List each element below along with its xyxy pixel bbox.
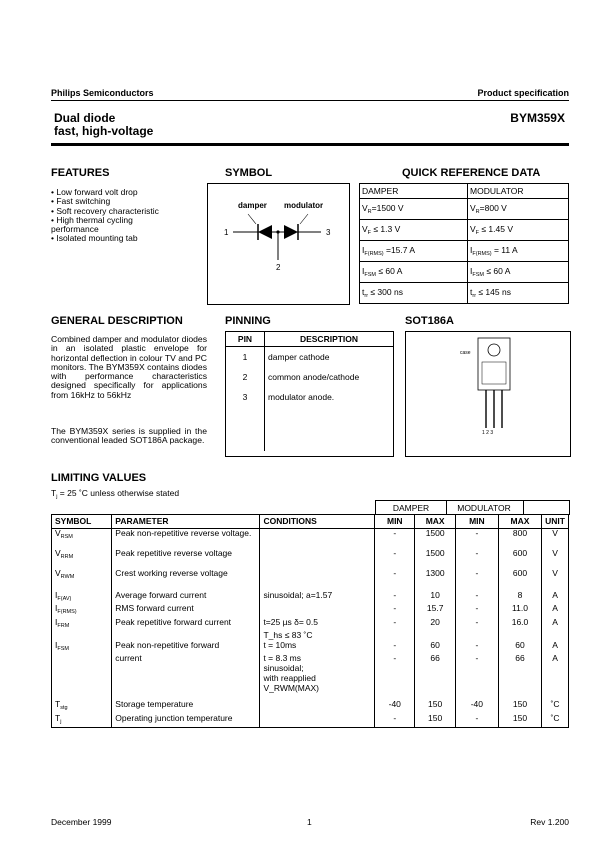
unit-cell: A — [552, 653, 558, 663]
qrd-cell: $V_F \le 1.3$ V — [360, 220, 468, 241]
damper-max-cell — [415, 674, 456, 684]
pin2-label: 2 — [276, 263, 281, 272]
symbol-cell: $V_{RWM}$ — [52, 569, 112, 591]
parameter-cell — [112, 664, 260, 674]
modulator-max-cell: 8 — [498, 591, 541, 605]
modulator-min-cell: - — [455, 654, 498, 664]
damper-min-cell: - — [375, 591, 415, 605]
unit-cell: V — [552, 528, 558, 538]
feature-item: • Fast switching — [51, 196, 111, 207]
parameter-cell: Crest working reverse voltage — [112, 569, 260, 591]
parameter-cell: RMS forward current — [112, 604, 260, 618]
col-conditions: CONDITIONS — [260, 515, 375, 529]
table-row — [52, 714, 569, 728]
modulator-min-cell — [455, 664, 498, 674]
damper-max-cell: 10 — [415, 591, 456, 605]
damper-max-cell: 1300 — [415, 569, 456, 591]
footer-date: December 1999 — [51, 817, 112, 827]
pin3-label: 3 — [326, 228, 331, 237]
doc-title-line1: Dual diode — [54, 111, 116, 125]
modulator-max-cell: 11.0 — [498, 604, 541, 618]
limiting-values-table — [51, 514, 569, 728]
conditions-cell — [260, 529, 375, 549]
qrd-col-modulator: MODULATOR — [468, 184, 569, 199]
pinning-heading: PINNING — [225, 315, 271, 327]
unit-cell: A — [552, 603, 558, 613]
conditions-cell — [260, 700, 375, 714]
table-row — [52, 604, 569, 618]
symbol-cell — [52, 664, 112, 674]
modulator-max-cell: 600 — [498, 569, 541, 591]
conditions-cell: with reapplied — [260, 674, 375, 684]
package-heading: SOT186A — [405, 315, 454, 327]
group-modulator: MODULATOR — [445, 500, 524, 515]
pinning-box — [225, 331, 394, 457]
modulator-diode-icon — [284, 225, 298, 239]
case-label: case — [460, 350, 471, 356]
conditions-cell — [260, 604, 375, 618]
table-row — [52, 591, 569, 605]
feature-item: • Isolated mounting tab — [51, 233, 138, 244]
damper-max-cell: 150 — [415, 714, 456, 728]
doc-type: Product specification — [477, 88, 569, 98]
modulator-min-cell: - — [455, 604, 498, 618]
qrd-cell: $t_{rr} \le 145$ ns — [468, 283, 569, 304]
damper-min-cell: - — [375, 618, 415, 632]
footer-revision: Rev 1.200 — [530, 817, 569, 827]
damper-min-cell — [375, 664, 415, 674]
unit-cell: A — [552, 589, 558, 600]
table-row — [52, 569, 569, 591]
damper-min-cell: - — [375, 714, 415, 728]
conditions-cell — [260, 714, 375, 728]
conditions-cell: sinusoidal; — [260, 664, 375, 674]
col-damper-max: MAX — [415, 515, 456, 529]
parameter-cell: Peak non-repetitive forward — [112, 641, 260, 655]
symbol-cell — [52, 684, 112, 700]
symbol-cell: $V_{RSM}$ — [52, 529, 112, 549]
pin1-label: 1 — [224, 228, 229, 237]
symbol-cell: $I_{F(RMS)}$ — [52, 604, 112, 618]
modulator-max-cell: 150 — [498, 700, 541, 714]
limiting-values-heading: LIMITING VALUES — [51, 472, 147, 484]
pin-description: modulator anode. — [268, 392, 335, 402]
modulator-max-cell: 800 — [498, 529, 541, 549]
col-modulator-min: MIN — [455, 515, 498, 529]
modulator-min-cell: - — [455, 714, 498, 728]
damper-min-cell: - — [375, 529, 415, 549]
unit-cell: V — [552, 567, 558, 578]
symbol-cell: $T_{stg}$ — [52, 700, 112, 714]
qrd-cell: $I_{F(RMS)} =15.7$ A — [360, 241, 468, 262]
symbol-heading: SYMBOL — [225, 167, 273, 179]
unit-cell: V — [552, 547, 558, 558]
pin-number: 2 — [226, 367, 265, 387]
parameter-cell: current — [112, 654, 260, 664]
damper-min-cell: - — [375, 604, 415, 618]
damper-max-cell: 1500 — [415, 529, 456, 549]
conditions-cell: V_RWM(MAX) — [260, 684, 375, 700]
unit-cell — [542, 674, 569, 684]
title-rule — [51, 143, 569, 146]
sot186a-package-drawing — [406, 332, 570, 456]
modulator-max-cell — [498, 664, 541, 674]
damper-min-cell: -40 — [375, 700, 415, 714]
limiting-values-note: $T_j = 25$ ˚C unless otherwise stated — [51, 488, 180, 500]
modulator-min-cell — [455, 684, 498, 700]
symbol-cell: $I_{FSM}$ — [52, 641, 112, 655]
modulator-max-cell — [498, 674, 541, 684]
symbol-cell: $V_{RRM}$ — [52, 549, 112, 569]
pinning-table — [226, 332, 393, 451]
unit-cell: A — [552, 639, 558, 650]
symbol-cell: $T_j$ — [52, 714, 112, 728]
table-row — [52, 700, 569, 714]
damper-min-cell — [375, 674, 415, 684]
qrd-cell: $V_R=800$ V — [468, 199, 569, 220]
unit-cell: A — [552, 616, 558, 627]
col-symbol: SYMBOL — [52, 515, 112, 529]
symbol-cell — [52, 654, 112, 664]
limiting-values-table-area — [51, 500, 569, 725]
modulator-min-cell: - — [455, 529, 498, 549]
general-description-heading: GENERAL DESCRIPTION — [51, 315, 183, 327]
pin-col-header: PIN — [226, 332, 265, 347]
parameter-cell: Peak repetitive forward current — [112, 618, 260, 632]
feature-item: • High thermal cycling — [51, 214, 133, 225]
damper-min-cell: - — [375, 641, 415, 655]
conditions-cell — [260, 569, 375, 591]
modulator-min-cell: - — [455, 549, 498, 569]
col-damper-min: MIN — [375, 515, 415, 529]
conditions-cell: t=25 µs δ= 0.5 — [260, 618, 375, 632]
table-row — [52, 654, 569, 664]
parameter-cell: Operating junction temperature — [112, 714, 260, 728]
modulator-min-cell: - — [455, 618, 498, 632]
feature-item: • Low forward volt drop — [51, 187, 138, 197]
pin-number: 1 — [226, 347, 265, 368]
table-row — [52, 549, 569, 569]
conditions-cell: t = 10ms — [260, 641, 375, 655]
pin-description: damper cathode — [268, 352, 330, 362]
damper-max-cell: 20 — [415, 618, 456, 632]
feature-item: performance — [51, 224, 99, 235]
conditions-cell: T_hs ≤ 83 ˚C — [260, 631, 375, 641]
unit-cell: ˚C — [550, 712, 560, 723]
damper-max-cell: 15.7 — [415, 604, 456, 618]
footer-page: 1 — [307, 817, 312, 827]
header-rule — [51, 100, 569, 101]
modulator-label: modulator — [284, 201, 324, 210]
damper-max-cell — [415, 664, 456, 674]
features-heading: FEATURES — [51, 167, 110, 179]
parameter-cell: Storage temperature — [112, 700, 260, 714]
damper-min-cell: - — [375, 549, 415, 569]
modulator-min-cell — [455, 674, 498, 684]
parameter-cell: Peak non-repetitive reverse voltage. — [112, 529, 260, 549]
doc-title-line2: fast, high-voltage — [54, 124, 154, 138]
package-box — [405, 331, 571, 457]
feature-item: • Soft recovery characteristic — [51, 205, 159, 216]
modulator-max-cell: 150 — [498, 714, 541, 728]
symbol-box — [207, 183, 350, 305]
diode-symbol-diagram — [208, 184, 349, 304]
damper-min-cell: - — [375, 569, 415, 591]
modulator-min-cell: -40 — [455, 700, 498, 714]
damper-diode-icon — [258, 225, 272, 239]
part-number: BYM359X — [510, 111, 565, 125]
parameter-cell: Average forward current — [112, 591, 260, 605]
symbol-cell — [52, 674, 112, 684]
symbol-cell: $I_{F(AV)}$ — [52, 591, 112, 605]
group-damper: DAMPER — [375, 500, 447, 515]
col-modulator-max: MAX — [498, 515, 541, 529]
desc-col-header: DESCRIPTION — [299, 334, 359, 344]
general-description-para2: The BYM359X series is supplied in the conventional leaded SOT186A package. — [51, 426, 207, 446]
symbol-cell — [52, 631, 112, 641]
unit-cell — [542, 664, 569, 674]
damper-min-cell — [375, 684, 415, 700]
table-row — [52, 684, 569, 700]
pin-description: common anode/cathode — [268, 372, 360, 382]
modulator-max-cell: 66 — [498, 654, 541, 664]
parameter-cell — [112, 684, 260, 700]
conditions-cell: sinusoidal; a=1.57 — [260, 591, 375, 605]
symbol-cell: $I_{FRM}$ — [52, 618, 112, 632]
col-parameter: PARAMETER — [112, 515, 260, 529]
modulator-max-cell: 16.0 — [498, 618, 541, 632]
modulator-min-cell: - — [455, 591, 498, 605]
damper-max-cell: 150 — [415, 700, 456, 714]
col-unit: UNIT — [545, 515, 565, 526]
damper-min-cell: - — [375, 654, 415, 664]
table-row — [52, 618, 569, 632]
unit-cell: ˚C — [550, 699, 560, 709]
damper-label: damper — [238, 201, 267, 210]
damper-max-cell: 60 — [415, 641, 456, 655]
modulator-min-cell: - — [455, 569, 498, 591]
qrd-cell: $t_{rr} \le 300$ ns — [360, 283, 468, 304]
modulator-max-cell — [498, 684, 541, 700]
modulator-max-cell: 600 — [498, 549, 541, 569]
company-name: Philips Semiconductors — [51, 88, 154, 98]
quick-reference-table — [359, 183, 569, 304]
qrd-cell: $I_{FSM} \le 60$ A — [360, 262, 468, 283]
damper-max-cell: 66 — [415, 654, 456, 664]
conditions-cell — [260, 549, 375, 569]
pin-number: 3 — [226, 387, 265, 407]
qrd-cell: $V_F \le 1.45$ V — [468, 220, 569, 241]
qrd-cell: $I_{FSM} \le 60$ A — [468, 262, 569, 283]
qrd-cell: $V_R=1500$ V — [360, 199, 468, 220]
parameter-cell — [112, 674, 260, 684]
qrd-cell: $I_{F(RMS)} = 11$ A — [468, 241, 569, 262]
unit-cell — [542, 684, 569, 700]
modulator-max-cell: 60 — [498, 641, 541, 655]
qrd-heading: QUICK REFERENCE DATA — [402, 167, 541, 179]
package-pins-label: 1 2 3 — [482, 430, 494, 436]
damper-max-cell: 1500 — [415, 549, 456, 569]
table-row — [52, 529, 569, 549]
parameter-cell: Peak repetitive reverse voltage — [112, 549, 260, 569]
qrd-col-damper: DAMPER — [360, 184, 468, 199]
modulator-min-cell: - — [455, 641, 498, 655]
table-row — [52, 641, 569, 655]
features-list — [51, 188, 211, 244]
damper-max-cell — [415, 684, 456, 700]
conditions-cell: t = 8.3 ms — [260, 654, 375, 664]
general-description-para1: Combined damper and modulator diodes in an isolated plastic envelope for horizontal deflection in colour TV and PC monitors. The BYM359X contains diodes with performance characteristics designed specifically for applications from 16kHz to 56kHz — [51, 334, 207, 400]
